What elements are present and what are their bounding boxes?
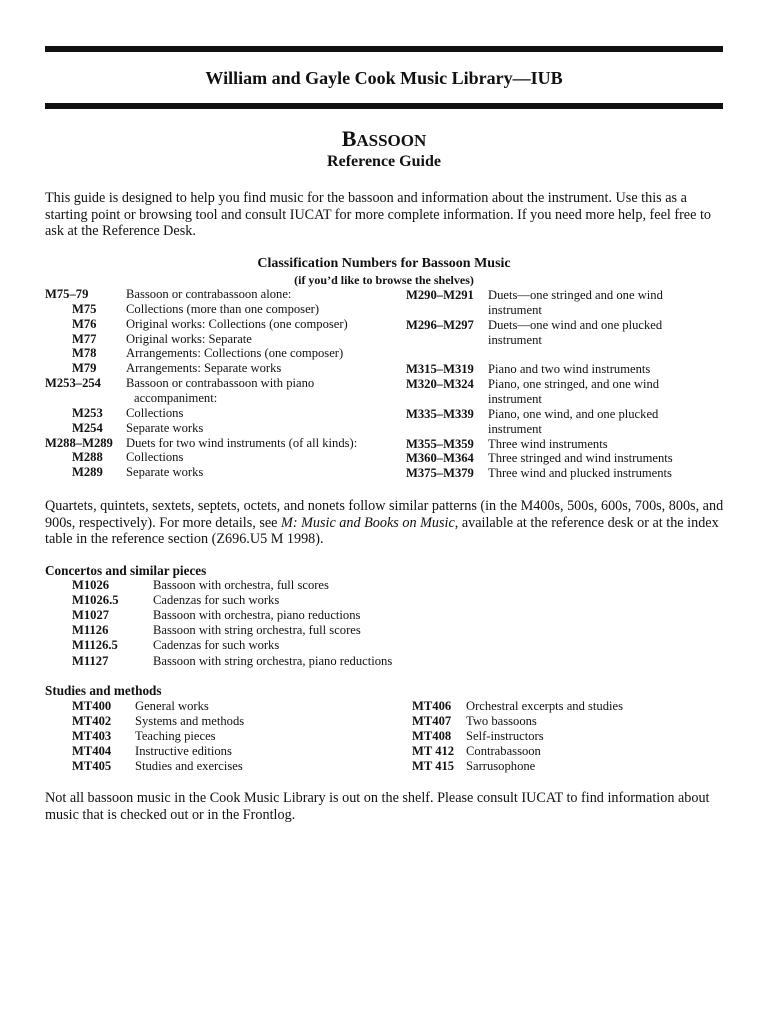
class-description: Bassoon or contrabassoon with piano (126, 376, 315, 391)
top-rule (45, 46, 723, 52)
class-code: M75–79 (45, 287, 89, 301)
class-description: Cadenzas for such works (153, 638, 280, 653)
class-description: instrument (488, 421, 542, 436)
class-code: M289 (72, 465, 103, 480)
class-description: Bassoon with orchestra, piano reductions (153, 608, 361, 623)
concertos-heading: Concertos and similar pieces (45, 563, 207, 578)
class-description: Sarrusophone (466, 759, 536, 774)
class-code: M320–M324 (406, 377, 474, 392)
class-code: MT408 (412, 729, 452, 744)
class-description: Cadenzas for such works (153, 593, 280, 608)
library-header: William and Gayle Cook Music Library—IUB (205, 68, 563, 88)
class-code: M296–M297 (406, 317, 474, 332)
class-description: instrument (488, 332, 542, 347)
class-code: M1126.5 (72, 638, 118, 653)
class-description: Teaching pieces (135, 729, 216, 744)
class-code: M75 (72, 301, 97, 316)
class-code: M375–M379 (406, 466, 474, 481)
class-description: Bassoon or contrabassoon alone: (126, 287, 292, 301)
class-description: instrument (488, 391, 542, 406)
title-rest: ASSOON (356, 131, 427, 150)
quartets-paragraph (45, 498, 725, 548)
class-code: MT407 (412, 714, 452, 729)
class-description: Bassoon with string orchestra, full scores (153, 623, 361, 638)
intro-paragraph: This guide is designed to help you find music for the bassoon and information about the instrument. Use this as a starting point or browsing tool and consult IUCAT for more complete information. If you need more help, feel free to ask at the Reference Desk. (45, 190, 711, 239)
class-description: instrument (488, 302, 542, 317)
class-description: Self-instructors (466, 729, 544, 744)
class-description: Piano and two wind instruments (488, 362, 651, 377)
class-description: Three stringed and wind instruments (488, 451, 673, 466)
class-code: M288 (72, 450, 103, 465)
class-code: M355–M359 (406, 436, 474, 451)
class-description: Two bassoons (466, 714, 537, 729)
page-subtitle: Reference Guide (327, 153, 441, 170)
class-description: Collections (126, 405, 184, 420)
class-code: M335–M339 (406, 406, 474, 421)
class-description: Arrangements: Collections (one composer) (126, 346, 344, 361)
class-code: MT406 (412, 699, 452, 713)
class-description: Three wind instruments (488, 436, 608, 451)
class-code: MT405 (72, 759, 112, 774)
class-code: M1027 (72, 608, 110, 623)
class-code: M1026.5 (72, 593, 119, 608)
classification-heading: Classification Numbers for Bassoon Music (257, 256, 511, 271)
class-description: Contrabassoon (466, 744, 541, 759)
class-code: M1126 (72, 623, 109, 638)
class-description: Systems and methods (135, 714, 245, 729)
quartets-text-after: , available at the reference desk or at the index table in the reference section (Z696.U5 M 1998). (45, 514, 719, 547)
class-code: MT400 (72, 699, 112, 713)
class-description: Duets—one wind and one plucked (488, 317, 663, 332)
class-description: Separate works (126, 420, 204, 435)
class-code: M253–254 (45, 376, 101, 391)
class-code: M288–M289 (45, 435, 113, 450)
classification-note: (if you’d like to browse the shelves) (294, 273, 474, 287)
class-description: Duets for two wind instruments (of all kinds): (126, 435, 358, 450)
class-code: MT 412 (412, 744, 455, 759)
class-description: Three wind and plucked instruments (488, 466, 672, 481)
class-description: Studies and exercises (135, 759, 243, 774)
class-code: M1026 (72, 578, 110, 592)
studies-heading: Studies and methods (45, 683, 162, 698)
class-code: M77 (72, 331, 97, 346)
class-description: Collections (more than one composer) (126, 301, 320, 316)
class-description: Bassoon with string orchestra, piano reductions (153, 653, 393, 668)
class-code: M360–M364 (406, 451, 474, 466)
title-initial: B (341, 126, 357, 151)
page-title (0, 126, 768, 152)
quartets-text-before: Quartets, quintets, sextets, septets, octets, and nonets follow similar patterns (in the M400s, 500s, 600s, 700s, 800s, and 900s, respectively). For more details, see (45, 498, 724, 531)
class-description: Collections (126, 450, 184, 465)
class-description: Bassoon with orchestra, full scores (153, 578, 329, 592)
class-code: MT 415 (412, 759, 455, 774)
class-description: Instructive editions (135, 744, 232, 759)
header-bottom-rule (45, 103, 723, 109)
class-code: M76 (72, 316, 97, 331)
class-description: Original works: Collections (one composer) (126, 316, 348, 331)
class-code: M79 (72, 361, 97, 376)
class-description: General works (135, 699, 209, 713)
class-code: M290–M291 (406, 288, 474, 302)
class-code: M1127 (72, 653, 109, 668)
class-code: MT402 (72, 714, 112, 729)
class-description: Piano, one stringed, and one wind (488, 377, 660, 392)
class-code: MT404 (72, 744, 112, 759)
class-code: M254 (72, 420, 103, 435)
class-code: MT403 (72, 729, 112, 744)
class-description: Original works: Separate (126, 331, 252, 346)
class-description: Duets—one stringed and one wind (488, 288, 663, 302)
class-code: M78 (72, 346, 97, 361)
closing-paragraph: Not all bassoon music in the Cook Music Library is out on the shelf. Please consult IUCAT to find information about music that is checked out or in the Frontlog. (45, 790, 710, 823)
class-code: M315–M319 (406, 362, 474, 377)
class-description: Separate works (126, 465, 204, 480)
class-description: accompaniment: (134, 390, 218, 405)
class-description: Arrangements: Separate works (126, 361, 282, 376)
class-code: M253 (72, 405, 103, 420)
class-description: Piano, one wind, and one plucked (488, 406, 659, 421)
quartets-book-title: M: Music and Books on Music (281, 514, 455, 531)
class-description: Orchestral excerpts and studies (466, 699, 624, 713)
